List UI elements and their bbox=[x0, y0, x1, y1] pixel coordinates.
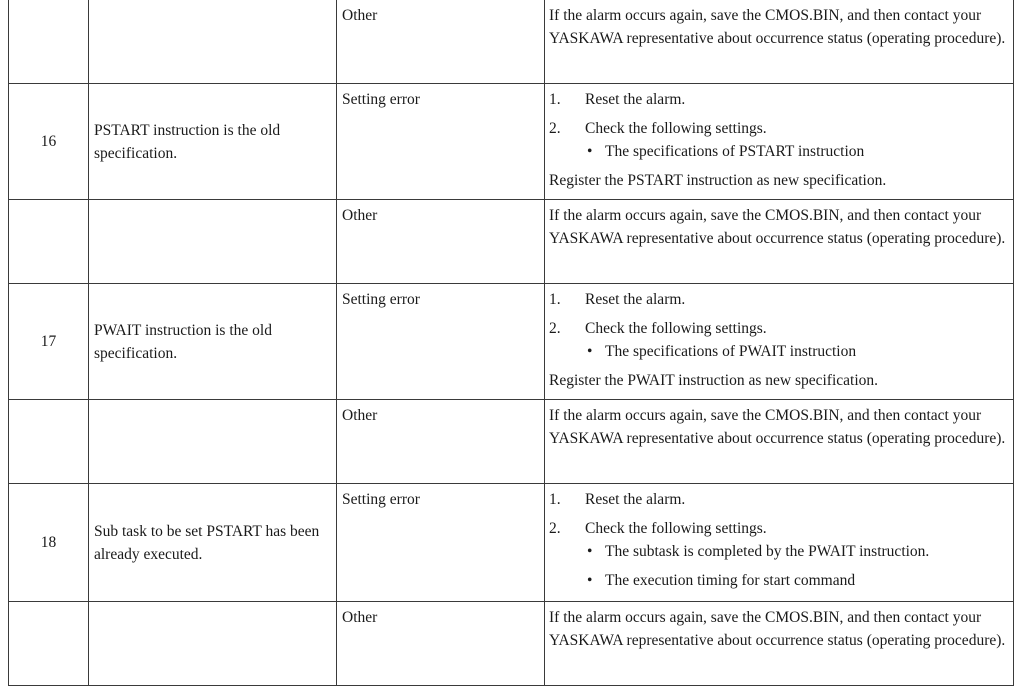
remedy-cell bbox=[545, 400, 1014, 484]
step-text: Reset the alarm. bbox=[585, 91, 686, 108]
alarm-number-cell bbox=[9, 400, 89, 484]
remedy-cell bbox=[545, 84, 1014, 200]
remedy-step bbox=[549, 488, 1007, 511]
remedy-text: If the alarm occurs again, save the CMOS.BIN, and then contact your YASKAWA representative about occurrence status (operating procedure). bbox=[549, 7, 1006, 47]
bullet-icon: • bbox=[587, 543, 593, 560]
check-bullet bbox=[549, 340, 1007, 363]
bullet-text: The execution timing for start command bbox=[605, 572, 856, 589]
alarm-description-cell: Sub task to be set PSTART has been already executed. bbox=[89, 484, 337, 602]
cause-cell: Other bbox=[337, 200, 545, 284]
alarm-number-cell: 16 bbox=[9, 84, 89, 200]
step-number: 2. bbox=[549, 120, 561, 137]
remedy-cell bbox=[545, 284, 1014, 400]
cause-cell: Setting error bbox=[337, 284, 545, 400]
remedy-step bbox=[549, 117, 1007, 140]
step-text: Check the following settings. bbox=[585, 520, 767, 537]
cause-cell: Other bbox=[337, 400, 545, 484]
table-row bbox=[9, 84, 1014, 200]
remedy-cell bbox=[545, 484, 1014, 602]
register-text: Register the PSTART instruction as new specification. bbox=[549, 172, 887, 189]
remedy-cell bbox=[545, 200, 1014, 284]
check-bullet bbox=[549, 569, 1007, 592]
alarm-description-cell: PWAIT instruction is the old specification. bbox=[89, 284, 337, 400]
alarm-number-cell bbox=[9, 602, 89, 686]
check-bullet bbox=[549, 540, 1007, 563]
step-number: 1. bbox=[549, 291, 561, 308]
cause-cell: Setting error bbox=[337, 484, 545, 602]
remedy-text: If the alarm occurs again, save the CMOS.BIN, and then contact your YASKAWA representative about occurrence status (operating procedure). bbox=[549, 609, 1006, 649]
table-row bbox=[9, 400, 1014, 484]
table-row bbox=[9, 200, 1014, 284]
alarm-number-cell bbox=[9, 0, 89, 84]
remedy-text: If the alarm occurs again, save the CMOS.BIN, and then contact your YASKAWA representative about occurrence status (operating procedure). bbox=[549, 407, 1006, 447]
bullet-icon: • bbox=[587, 572, 593, 589]
step-text: Reset the alarm. bbox=[585, 291, 686, 308]
alarm-number-cell: 18 bbox=[9, 484, 89, 602]
cause-cell: Other bbox=[337, 0, 545, 84]
step-text: Check the following settings. bbox=[585, 320, 767, 337]
table-row bbox=[9, 602, 1014, 686]
register-text: Register the PWAIT instruction as new specification. bbox=[549, 372, 879, 389]
bullet-text: The specifications of PSTART instruction bbox=[605, 143, 865, 160]
remedy-step bbox=[549, 88, 1007, 111]
step-number: 1. bbox=[549, 91, 561, 108]
alarm-description-cell: PSTART instruction is the old specification. bbox=[89, 84, 337, 200]
bullet-text: The specifications of PWAIT instruction bbox=[605, 343, 857, 360]
remedy-step bbox=[549, 517, 1007, 540]
alarm-number-cell: 17 bbox=[9, 284, 89, 400]
bullet-icon: • bbox=[587, 343, 593, 360]
step-number: 2. bbox=[549, 520, 561, 537]
remedy-step bbox=[549, 317, 1007, 340]
cause-cell: Other bbox=[337, 602, 545, 686]
remedy-cell bbox=[545, 0, 1014, 84]
check-bullet bbox=[549, 140, 1007, 163]
alarm-description-cell bbox=[89, 200, 337, 284]
table-row bbox=[9, 0, 1014, 84]
step-number: 1. bbox=[549, 491, 561, 508]
remedy-step bbox=[549, 288, 1007, 311]
alarm-number-cell bbox=[9, 200, 89, 284]
alarm-description-cell bbox=[89, 0, 337, 84]
bullet-icon: • bbox=[587, 143, 593, 160]
remedy-text: If the alarm occurs again, save the CMOS.BIN, and then contact your YASKAWA representative about occurrence status (operating procedure). bbox=[549, 207, 1006, 247]
cause-cell: Setting error bbox=[337, 84, 545, 200]
step-text: Check the following settings. bbox=[585, 120, 767, 137]
step-text: Reset the alarm. bbox=[585, 491, 686, 508]
alarm-description-cell bbox=[89, 400, 337, 484]
table-row bbox=[9, 284, 1014, 400]
table-row bbox=[9, 484, 1014, 602]
remedy-cell bbox=[545, 602, 1014, 686]
bullet-text: The subtask is completed by the PWAIT instruction. bbox=[605, 543, 930, 560]
alarm-description-cell bbox=[89, 602, 337, 686]
step-number: 2. bbox=[549, 320, 561, 337]
alarm-table bbox=[8, 0, 1014, 686]
